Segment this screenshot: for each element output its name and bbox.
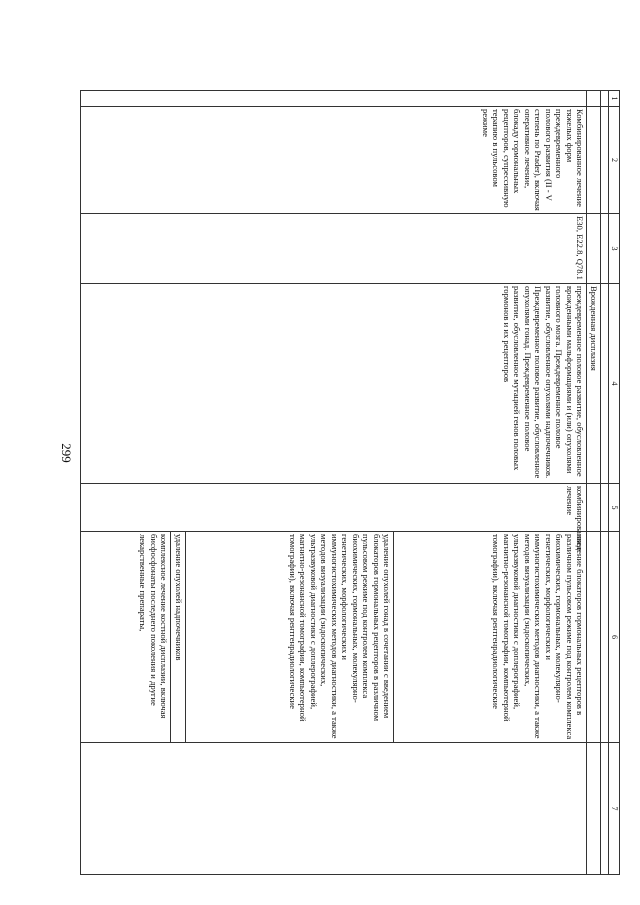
method-cell-1: введение блокаторов гормональных рецепторов в различном пульсовом режиме под контролем комплекса биохимических, гормональных, молекулярно-генетических, морфологических и иммуногистохимических методов диагностики, а также методов визуализации (эндоскопических, ультразвуковой диагностики с доплерографией, магнитно-резонансной томографии, компьютерной томографии), включая рентгенрадиологические [394, 532, 587, 743]
patient-model-cell: преждевременное половое развитие, обусловленное врожденными мальформациями и (или) опухолями головного мозга. Преждевременное половое развитие, обусловленное опухолями надпочечников. Преждевременное половое развитие, обусловленное опухолями гонад. Преждевременное половое развитие, обусловленное мутацией генов половых гормонов и их рецепторов [81, 284, 587, 484]
method-cell-4: комплексное лечение костной дисплазии, включая бисфосфонаты последнего поколения и другие лекарственные препараты, [81, 532, 171, 743]
cost-cell [81, 743, 587, 875]
rotated-page [80, 90, 620, 874]
header-cell-4: 4 [609, 284, 620, 484]
icd-codes-cell: E30, E22.8, Q78.1 [81, 214, 587, 284]
header-row [609, 91, 620, 875]
method-cell-3: удаление опухолей надпочечников [171, 532, 186, 743]
page-number: 299 [59, 443, 74, 463]
treatment-type-cell: комбинированное лечение [81, 484, 587, 532]
row-number-cell [81, 91, 587, 107]
section-title: Врожденная дисплазия [587, 284, 601, 484]
section-row [587, 91, 601, 875]
header-cell-1: 1 [609, 91, 620, 107]
treatment-name-cell: Комбинированное лечение тяжелых форм преждевременного полового развития (II - V степень по Prader), включая оперативное лечение, блокаду гормональных рецепторов, супрессивную терапию в пульсовом режиме [81, 107, 587, 214]
header-cell-6: 6 [609, 532, 620, 743]
header-cell-7: 7 [609, 743, 620, 875]
header-cell-3: 3 [609, 214, 620, 284]
header-cell-2: 2 [609, 107, 620, 214]
medical-procedures-table [80, 90, 620, 875]
spacer-row [601, 91, 609, 875]
table-row [394, 91, 587, 875]
method-cell-2: удаление опухолей гонад в сочетании с введением блокаторов гормональных рецепторов в различном пульсовом режиме под контролем комплекса биохимических, гормональных, молекулярно-генетических, морфологических и иммуногистохимических методов диагностики, а также методов визуализации (эндоскопических, ультразвуковой диагностики с доплерографией, магнитно-резонансной томографии, компьютерной томографии), включая рентгенрадиологические [186, 532, 394, 743]
header-cell-5: 5 [609, 484, 620, 532]
